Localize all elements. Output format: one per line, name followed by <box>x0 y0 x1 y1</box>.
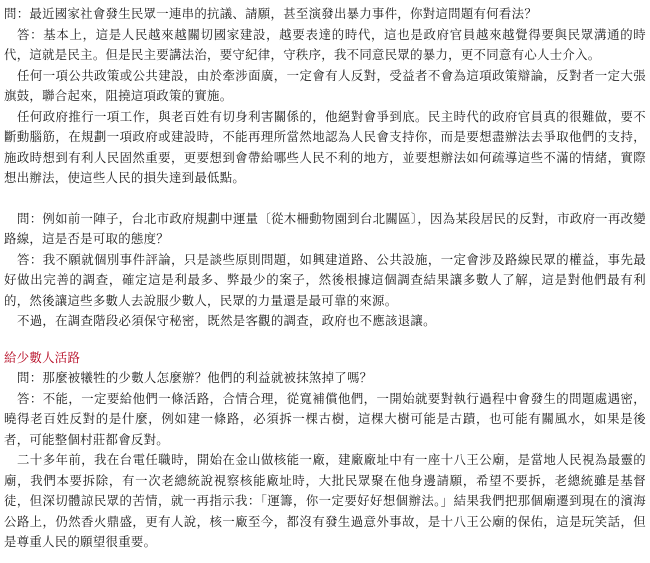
paragraph-spacer <box>4 189 646 209</box>
section-heading: 給少數人活路 <box>4 349 81 365</box>
answer-2: 答：我不願就個別事件評論，只是談些原則問題，如興建道路、公共設施，一定會涉及路線民眾的權益，事先最好做出完善的調查，確定這是利最多、弊最少的案子，然後根據這個調查結果讓多數人了解，這是對他們最有利的，然後讓這些多數人去說服少數人，民眾的力量還是最可靠的來源。 <box>4 251 646 308</box>
answer-1: 答：基本上，這是人民越來越關切國家建設，越要表達的時代，這也是政府官員越來越覺得要與民眾溝通的時代，這就是民主。但是民主要講法治，要守紀律，守秩序，我不同意民眾的暴力，更不同意有心人士介入。 <box>4 26 646 62</box>
answer-3: 答：不能，一定要給他們一條活路，合情合理，從寬補償他們，一開始就要對執行過程中會發生的問題處遇密，曉得老百姓反對的是什麼，例如建一條路，必須拆一棵古樹，這棵大樹可能是古蹟，也可能有關風水，如果是後者，可能整個村莊都會反對。 <box>4 390 646 447</box>
paragraph-spacer <box>4 332 646 348</box>
answer-3-paragraph-2: 二十多年前，我在台電任職時，開始在金山做核能一廠，建廠廠址中有一座十八王公廟，是當地人民視為最靈的廟，我們本要拆除，有一次老總統說視察核能廠址時，大批民眾聚在他身邊請願，希望不要拆，老總統雖是基督徒，但深切體諒民眾的苦情，就一再指示我：「運籌，你一定要好好想個辦法。」結果我們把那個廟遷到現在的濱海公路上，仍然香火鼎盛，更有人說，核一廠至今，都沒有發生過意外事故，是十八王公廟的保佑，這是玩笑話，但是尊重人民的願望很重要。 <box>4 452 646 549</box>
question-1: 問：最近國家社會發生民眾一連串的抗議、請願，甚至演發出暴力事件，你對這問題有何看法？ <box>4 6 538 21</box>
question-2: 問：例如前一陣子，台北市政府規劃中運量〔從木柵動物園到台北關區〕，因為某段居民的反對，市政府一再改變路線，這是否是可取的態度？ <box>4 210 646 246</box>
answer-2-paragraph-2: 不過，在調查階段必須保守秘密，既然是客觀的調查，政府也不應該退讓。 <box>17 313 436 328</box>
question-3: 問：那麼被犧牲的少數人怎麼辦？他們的利益就被抹煞掉了嗎？ <box>17 370 373 385</box>
answer-1-paragraph-3: 任何政府推行一項工作，與老百姓有切身利害關係的，他絕對會爭到底。民主時代的政府官員真的很難做，要不斷動腦筋，在規劃一項政府或建設時，不能再理所當然地認為人民會支持你，而是要想盡辦法去爭取他們的支持，施政時想到有利人民固然重要，更要想到會帶給哪些人民不利的地方，並要想辦法如何疏導這些不滿的情緒，實際想出辦法，使這些人民的損失達到最低點。 <box>4 108 646 185</box>
answer-1-paragraph-2: 任何一項公共政策或公共建設，由於牽涉面廣，一定會有人反對，受益者不會為這項政策辯論，反對者一定大張旗鼓，聯合起來，阻撓這項政策的實施。 <box>4 67 646 103</box>
